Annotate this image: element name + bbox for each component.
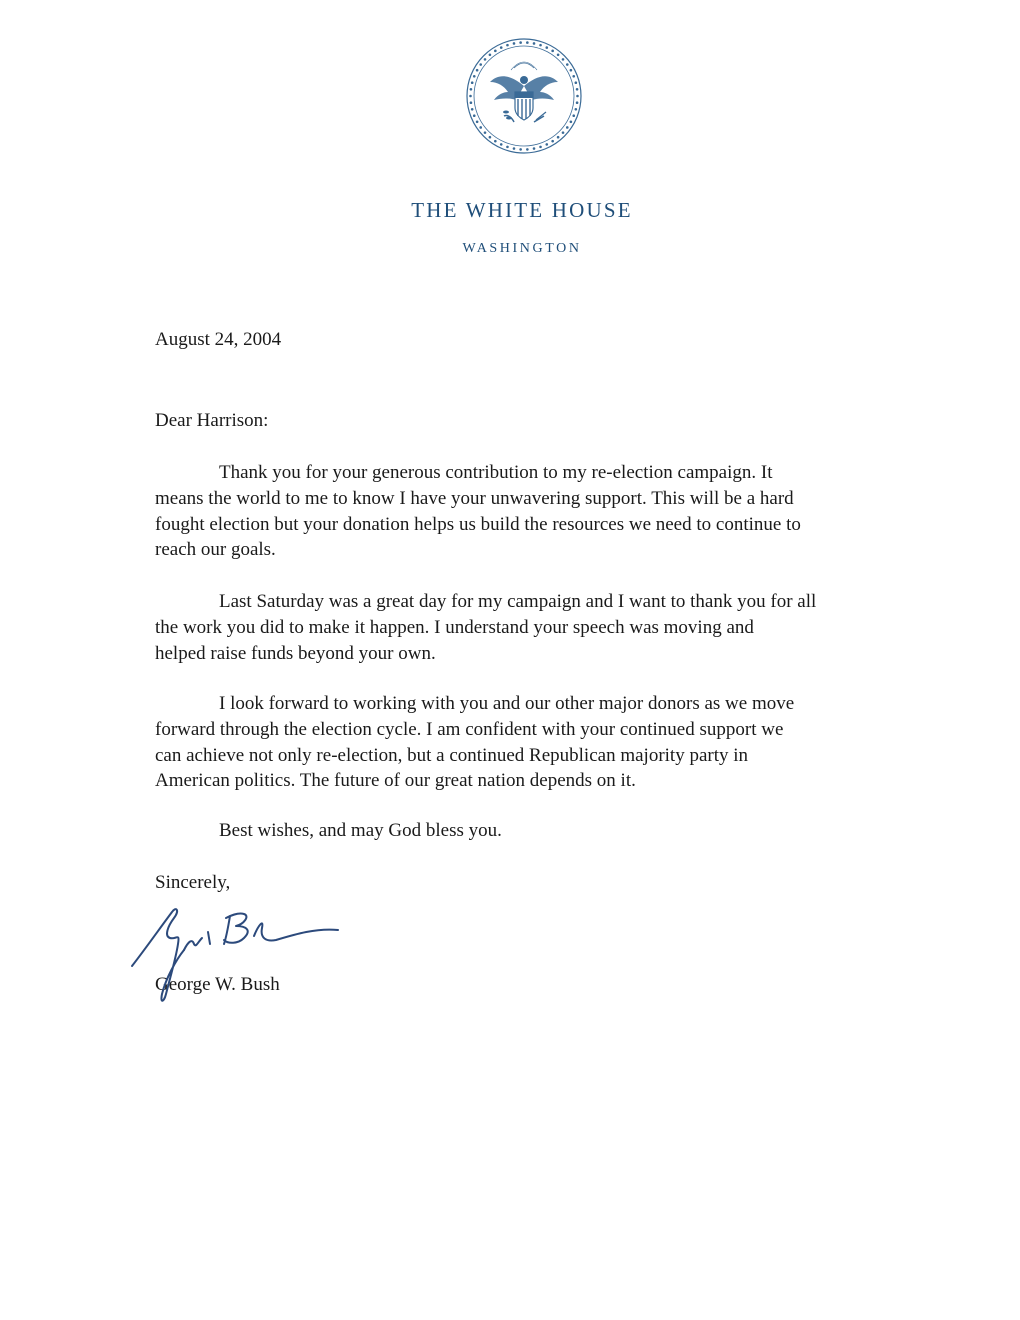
seal-star [566,63,569,66]
paragraph-line: can achieve not only re-election, but a continued Republican majority party in [155,744,749,766]
seal-star [545,46,548,49]
seal-star [471,81,474,84]
seal-star [473,114,476,117]
paragraph-3 [155,691,794,794]
seal-star [513,42,516,45]
seal-star [519,41,522,44]
seal-star [562,58,565,61]
signatory-name: George W. Bush [155,974,280,995]
letter-closing: Sincerely, [155,872,231,893]
seal-star [506,146,509,149]
presidential-seal-icon [464,36,584,156]
seal-star [539,44,542,47]
seal-star [469,95,472,98]
seal-star [576,88,579,91]
seal-star [570,69,573,72]
paragraph-line: means the world to me to know I have your unwavering support. This will be a hard [155,487,794,509]
seal-star [479,63,482,66]
seal-star [500,143,503,146]
paragraph-line: reach our goals. [155,539,276,561]
paragraph-1 [155,460,801,563]
seal-star [557,53,560,56]
seal-star [489,53,492,56]
paragraph-line: the work you did to make it happen. I understand your speech was moving and [155,616,754,638]
seal-star [576,95,579,98]
handwritten-signature-icon [126,898,356,1008]
seal-star [545,143,548,146]
seal-star [572,75,575,78]
seal-star [526,148,529,151]
seal-star [494,50,497,53]
seal-star [476,120,479,123]
paragraph-line: helped raise funds beyond your own. [155,642,436,664]
letterhead-location: WASHINGTON [462,241,582,256]
letter-salutation: Dear Harrison: [155,410,269,431]
seal-star [484,131,487,134]
seal-star [533,42,536,45]
paragraph-4 [155,818,502,844]
seal-star [575,81,578,84]
seal-star [500,46,503,49]
seal-star [566,126,569,129]
paragraph-line: I look forward to working with you and our other major donors as we move [219,693,795,714]
seal-star [519,148,522,151]
paragraph-line: forward through the election cycle. I am confident with your continued support we [155,718,784,740]
seal-star [471,108,474,111]
seal-star [470,88,473,91]
seal-star [562,131,565,134]
seal-star [489,136,492,139]
seal-star [513,147,516,150]
seal-star [575,108,578,111]
seal-star [479,126,482,129]
paragraph-line: Thank you for your generous contribution to my re-election campaign. It [219,462,773,483]
seal-star [470,101,473,104]
paragraph-line: Best wishes, and may God bless you. [219,820,502,841]
paragraph-line: fought election but your donation helps us build the resources we need to continue to [155,513,801,535]
seal-star [533,147,536,150]
seal-star [572,114,575,117]
paragraph-line: Last Saturday was a great day for my campaign and I want to thank you for all [219,591,817,612]
paragraph-2 [155,589,816,666]
seal-star [570,120,573,123]
seal-star [526,41,529,44]
seal-star [557,136,560,139]
seal-star [506,44,509,47]
seal-star [551,140,554,143]
letter-date: August 24, 2004 [155,329,282,350]
seal-star [551,50,554,53]
letterhead-title: THE WHITE HOUSE [411,198,633,222]
seal-star [539,146,542,149]
paragraph-line: American politics. The future of our great nation depends on it. [155,770,636,792]
seal-star [494,140,497,143]
seal-star [476,69,479,72]
seal-star [576,101,579,104]
seal-star [484,58,487,61]
seal-star [473,75,476,78]
